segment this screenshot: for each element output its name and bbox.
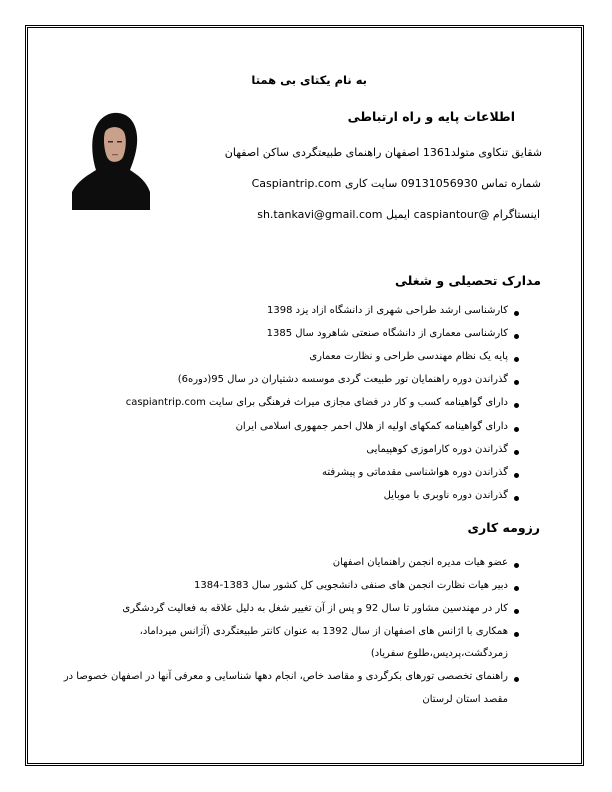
page-title: به نام یکتای بی همتا xyxy=(251,73,367,87)
education-item: گذراندن دوره ناوبری با موبایل xyxy=(383,490,508,501)
work-heading: رزومه کاری xyxy=(467,520,540,535)
bullet xyxy=(514,334,519,339)
contact-heading: اطلاعات پایه و راه ارتباطی xyxy=(347,109,515,124)
bullet xyxy=(514,563,519,568)
education-item: پایه یک نظام مهندسی طراحی و نظارت معماری xyxy=(309,351,508,362)
education-item: دارای گواهینامه کسب و کار در فضای مجازی میراث فرهنگی برای سایت caspiantrip.com xyxy=(125,397,508,408)
bullet xyxy=(514,677,519,682)
bullet xyxy=(514,609,519,614)
bullet xyxy=(514,496,519,501)
bullet xyxy=(514,450,519,455)
work-item: عضو هیات مدیره انجمن راهنمایان اصفهان xyxy=(332,557,508,568)
bullet xyxy=(514,427,519,432)
work-item: راهنمای تخصصی تورهای بکرگردی و مقاصد خاص، انجام دهها شناسایی و معرفی آنها در اصفهان خصوصا در xyxy=(63,671,508,682)
education-item: گذراندن دوره هواشناسی مقدماتی و پیشرفته xyxy=(321,467,508,478)
bullet xyxy=(514,586,519,591)
contact-line-instagram-email: اینستاگرام @caspiantour ایمیل sh.tankavi@gmail.com xyxy=(257,208,540,221)
education-item: گذراندن دوره کاراموزی کوهپیمایی xyxy=(366,444,508,455)
contact-line-name: شقایق تنکاوی متولد1361 اصفهان راهنمای طبیعتگردی ساکن اصفهان xyxy=(224,146,542,159)
bullet xyxy=(514,473,519,478)
bullet xyxy=(514,403,519,408)
education-item: کارشناسی ارشد طراحی شهری از دانشگاه ازاد یزد 1398 xyxy=(267,305,508,316)
work-item-continued: مقصد استان لرستان xyxy=(422,694,508,705)
bullet xyxy=(514,357,519,362)
education-item: دارای گواهینامه کمکهای اولیه از هلال احمر جمهوری اسلامی ایران xyxy=(235,421,508,432)
bullet xyxy=(514,311,519,316)
work-item-continued: زمردگشت،پردیس،طلوع سفریاد) xyxy=(370,648,508,659)
bullet xyxy=(514,380,519,385)
work-item: دبیر هیات نظارت انجمن های صنفی دانشجویی کل کشور سال 1383-1384 xyxy=(194,580,508,591)
work-item: همکاری با اژانس های اصفهان از سال 1392 به عنوان کانتر طبیعتگردی (آژانس میرداماد، xyxy=(139,626,508,637)
work-item: کار در مهندسین مشاور تا سال 92 و پس از آن تغییر شغل به دلیل علاقه به فعالیت گردشگری xyxy=(122,603,508,614)
bullet xyxy=(514,632,519,637)
education-item: کارشناسی معماری از دانشگاه صنعتی شاهرود سال 1385 xyxy=(266,328,508,339)
contact-line-phone-site: شماره تماس 09131056930 سایت کاری Caspiantrip.com xyxy=(251,177,541,190)
education-item: گذراندن دوره راهنمایان تور طبیعت گردی موسسه دشتیاران در سال 95(دوره6) xyxy=(177,374,508,385)
profile-photo xyxy=(72,110,150,210)
education-heading: مدارک تحصیلی و شغلی xyxy=(394,273,541,288)
